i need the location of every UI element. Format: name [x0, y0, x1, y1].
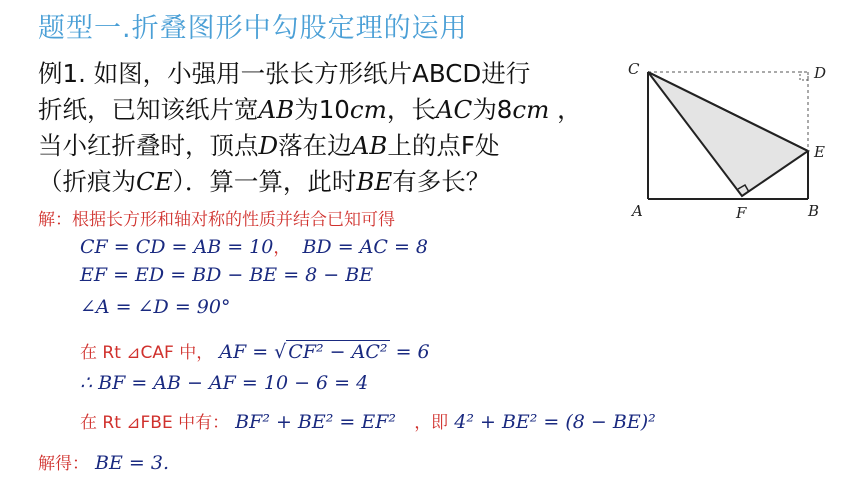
equation-6: 在 Rt ⊿FBE 中有： BF² + BE² = EF² ，即 4² + BE² = (8 − BE)²	[80, 411, 656, 433]
equation-5: ∴ BF = AB − AF = 10 − 6 = 4	[80, 372, 369, 394]
label-b: B	[808, 202, 820, 220]
folding-diagram	[622, 52, 854, 224]
label-c: C	[628, 60, 640, 78]
folded-triangle	[648, 72, 808, 196]
problem-line-4: （折痕为CE）．算一算，此时BE有多长？	[38, 167, 491, 196]
label-d: D	[814, 64, 827, 82]
equation-3: ∠A = ∠D = 90°	[80, 296, 231, 318]
right-angle-d	[800, 72, 808, 80]
equation-2: EF = ED = BD − BE = 8 − BE	[80, 264, 374, 286]
solution-intro: 解：根据长方形和轴对称的性质并结合已知可得	[38, 210, 395, 230]
problem-line-1: 例1. 如图，小强用一张长方形纸片ABCD进行	[38, 59, 531, 88]
problem-line-2: 折纸，已知该纸片宽AB为10cm，长AC为8cm ，	[38, 95, 582, 124]
equation-1: CF = CD = AB = 10， BD = AC = 8	[80, 236, 428, 258]
label-a: A	[632, 202, 643, 220]
label-e: E	[814, 143, 825, 161]
final-answer: 解得： BE = 3.	[38, 452, 170, 474]
problem-line-3: 当小红折叠时，顶点D落在边AB上的点F处	[38, 131, 500, 160]
problem-statement	[38, 56, 618, 200]
label-f: F	[736, 204, 747, 222]
equation-4: 在 Rt ⊿CAF 中， AF = √ CF² − AC² = 6	[80, 341, 430, 363]
slide-title: 题型一.折叠图形中勾股定理的运用	[38, 13, 468, 44]
